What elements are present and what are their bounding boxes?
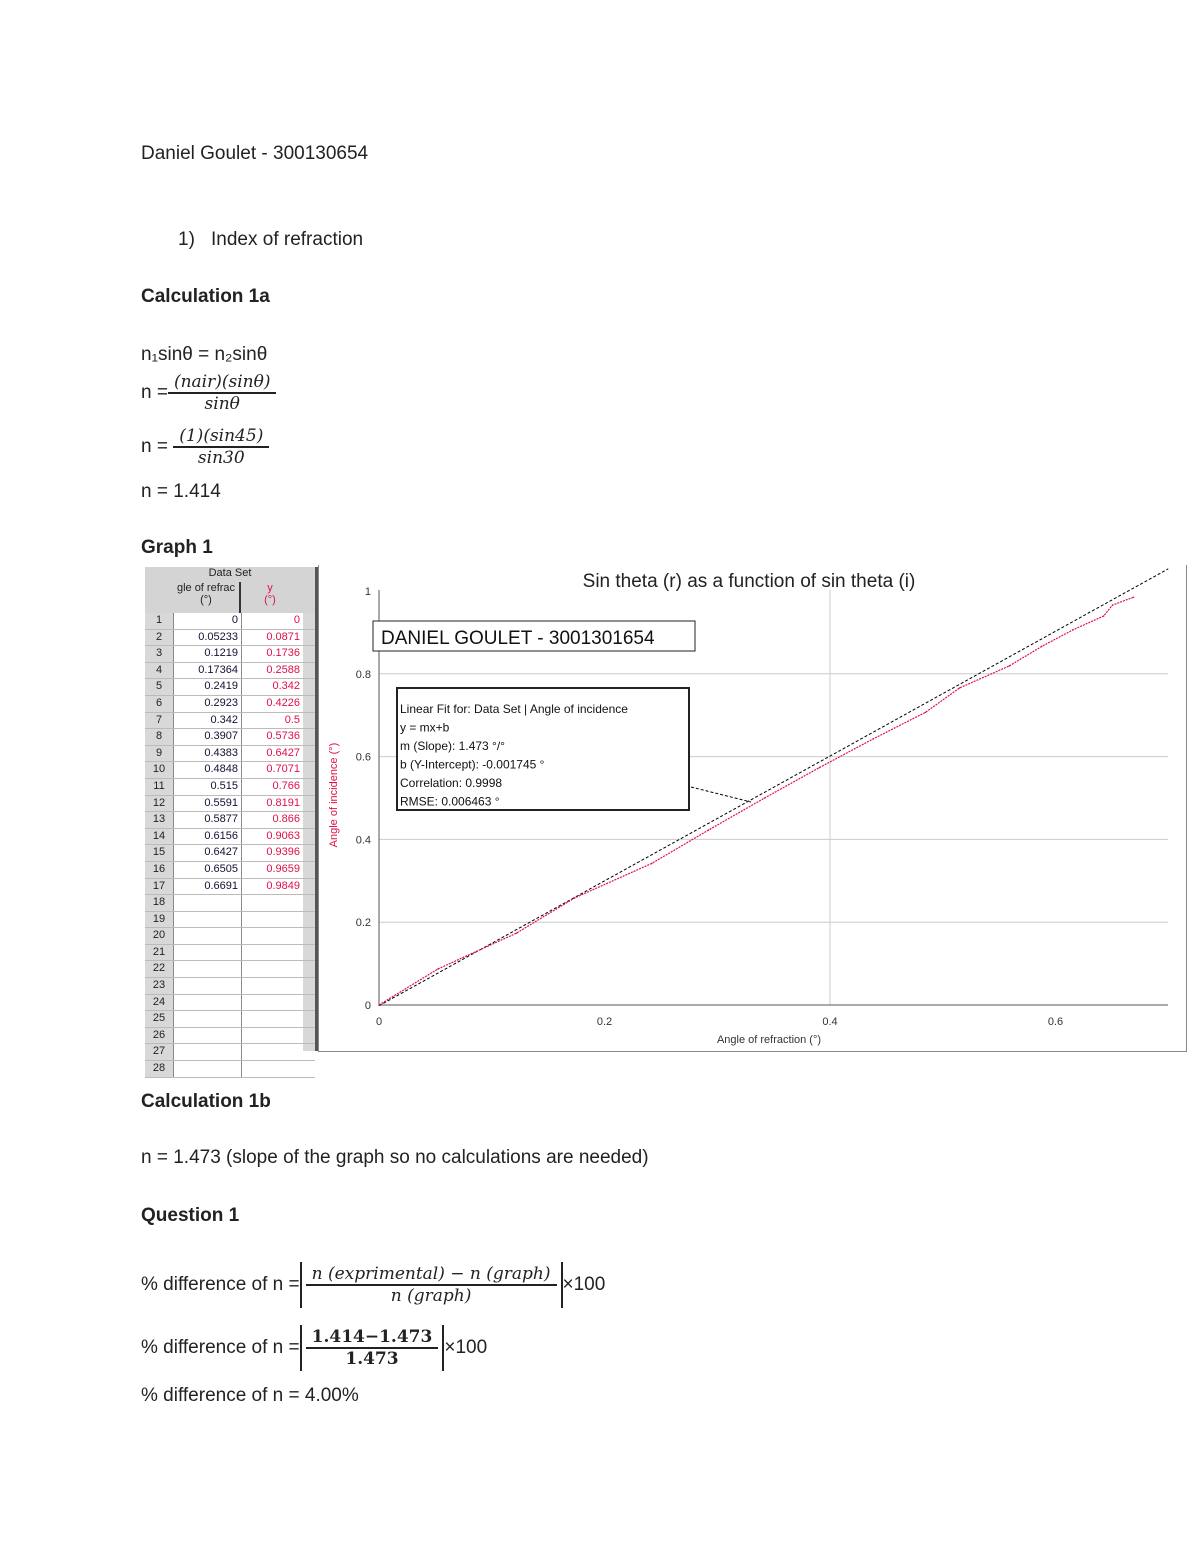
- absolute-value: [300, 1325, 445, 1371]
- cell-n[interactable]: 17: [145, 879, 174, 895]
- cell-n[interactable]: 4: [145, 663, 174, 679]
- formula-lhs: n =: [141, 382, 168, 404]
- x-tick-label: 0.6: [1047, 1016, 1064, 1028]
- data-point: [1041, 646, 1043, 648]
- fraction: [168, 372, 277, 414]
- cell-x[interactable]: [174, 1044, 242, 1060]
- snell-law: n₁sinθ = n₂sinθ: [141, 344, 268, 365]
- cell-x[interactable]: [174, 945, 242, 961]
- data-point: [764, 797, 766, 799]
- table-row[interactable]: [145, 895, 315, 912]
- table-row[interactable]: [145, 1011, 315, 1028]
- cell-y[interactable]: [242, 1044, 303, 1060]
- cell-y[interactable]: 0.342: [242, 679, 303, 695]
- section-number: 1): [178, 229, 195, 250]
- col-y-unit: (°): [264, 594, 276, 606]
- section-title: Index of refraction: [211, 229, 364, 250]
- cell-x[interactable]: [174, 1028, 242, 1044]
- cell-y[interactable]: [242, 1011, 303, 1027]
- table-row[interactable]: [145, 1028, 315, 1045]
- cell-x[interactable]: [174, 978, 242, 994]
- col-x-header: [173, 582, 241, 613]
- numerator: n (exprimental) − n (graph): [306, 1264, 557, 1286]
- formula-1: [141, 372, 276, 414]
- fraction: [173, 426, 269, 468]
- cell-n[interactable]: 9: [145, 746, 174, 762]
- cell-x[interactable]: [174, 995, 242, 1011]
- data-point: [651, 863, 653, 865]
- table-row[interactable]: [145, 779, 315, 796]
- table-row[interactable]: [145, 729, 315, 746]
- table-row[interactable]: [145, 613, 315, 630]
- cell-n[interactable]: 19: [145, 912, 174, 928]
- table-row[interactable]: [145, 630, 315, 647]
- cell-x[interactable]: 0.6427: [174, 845, 242, 861]
- cell-y[interactable]: 0.6427: [242, 746, 303, 762]
- cell-y[interactable]: [242, 961, 303, 977]
- cell-x[interactable]: 0.2923: [174, 696, 242, 712]
- cell-x[interactable]: 0.3907: [174, 729, 242, 745]
- data-table[interactable]: [145, 567, 318, 1075]
- cell-n[interactable]: 12: [145, 796, 174, 812]
- cell-n[interactable]: 26: [145, 1028, 174, 1044]
- y-tick-label: 0.8: [355, 668, 371, 681]
- cell-n[interactable]: 28: [145, 1061, 174, 1077]
- cell-x[interactable]: [174, 895, 242, 911]
- denominator: n (graph): [390, 1286, 472, 1306]
- cell-n[interactable]: 2: [145, 630, 174, 646]
- cell-n[interactable]: 25: [145, 1011, 174, 1027]
- numerator: 1.414−1.473: [306, 1327, 439, 1349]
- times-100: ×100: [562, 1274, 606, 1296]
- cell-x[interactable]: 0: [174, 613, 242, 629]
- cell-y[interactable]: 0.766: [242, 779, 303, 795]
- table-row[interactable]: [145, 713, 315, 730]
- cell-n[interactable]: 23: [145, 978, 174, 994]
- cell-n[interactable]: 11: [145, 779, 174, 795]
- table-row[interactable]: [145, 879, 315, 896]
- cell-y[interactable]: 0.0871: [242, 630, 303, 646]
- cell-n[interactable]: 3: [145, 646, 174, 662]
- cell-n[interactable]: 5: [145, 679, 174, 695]
- calc1a-heading: Calculation 1a: [141, 286, 270, 307]
- y-tick-label: 0.4: [355, 834, 371, 847]
- cell-n[interactable]: 14: [145, 829, 174, 845]
- fit-box-line: RMSE: 0.006463 °: [400, 794, 500, 809]
- table-row[interactable]: [145, 679, 315, 696]
- table-row[interactable]: [145, 961, 315, 978]
- cell-y[interactable]: 0.9659: [242, 862, 303, 878]
- data-point: [1009, 665, 1011, 667]
- cell-x[interactable]: [174, 961, 242, 977]
- cell-y[interactable]: [242, 978, 303, 994]
- data-point: [819, 767, 821, 769]
- cell-n[interactable]: 18: [145, 895, 174, 911]
- col-x-label: gle of refrac: [176, 582, 236, 594]
- percent-formula: [141, 1262, 605, 1308]
- x-tick-label: 0.2: [596, 1016, 613, 1028]
- annotation-text: DANIEL GOULET - 3001301654: [381, 628, 655, 649]
- col-x-unit: (°): [200, 594, 212, 606]
- table-row[interactable]: [145, 796, 315, 813]
- cell-n[interactable]: 16: [145, 862, 174, 878]
- cell-y[interactable]: 0.4226: [242, 696, 303, 712]
- cell-y[interactable]: [242, 995, 303, 1011]
- x-axis-label: Angle of refraction (°): [716, 1034, 822, 1046]
- table-row[interactable]: [145, 1061, 315, 1078]
- cell-x[interactable]: [174, 928, 242, 944]
- table-title: Data Set: [208, 567, 252, 579]
- cell-n[interactable]: 10: [145, 762, 174, 778]
- cell-n[interactable]: 24: [145, 995, 174, 1011]
- col-y-header: [241, 582, 299, 606]
- cell-y[interactable]: 0.5: [242, 713, 303, 729]
- table-header: [145, 567, 315, 613]
- cell-y[interactable]: [242, 1028, 303, 1044]
- table-row[interactable]: [145, 912, 315, 929]
- data-point: [872, 738, 874, 740]
- cell-n[interactable]: 1: [145, 613, 174, 629]
- data-point: [378, 1004, 380, 1006]
- cell-x[interactable]: 0.1219: [174, 646, 242, 662]
- cell-n[interactable]: 7: [145, 713, 174, 729]
- data-point: [516, 932, 518, 934]
- data-point: [1112, 604, 1114, 606]
- fit-box-line: Correlation: 0.9998: [400, 776, 503, 790]
- cell-n[interactable]: 27: [145, 1044, 174, 1060]
- table-row[interactable]: [145, 845, 315, 862]
- cell-n[interactable]: 20: [145, 928, 174, 944]
- cell-y[interactable]: 0.2588: [242, 663, 303, 679]
- y-tick-label: 0.6: [355, 751, 371, 764]
- calc1b-heading: Calculation 1b: [141, 1091, 271, 1112]
- numerator: (nair)(sinθ): [168, 372, 277, 394]
- cell-x[interactable]: 0.6691: [174, 879, 242, 895]
- data-point: [1133, 596, 1135, 598]
- denominator: 1.473: [345, 1349, 399, 1369]
- table-body: [145, 613, 315, 1078]
- cell-y[interactable]: 0.866: [242, 812, 303, 828]
- cell-x[interactable]: [174, 912, 242, 928]
- cell-n[interactable]: 8: [145, 729, 174, 745]
- cell-y[interactable]: 0.7071: [242, 762, 303, 778]
- data-point: [959, 687, 961, 689]
- cell-n[interactable]: 21: [145, 945, 174, 961]
- formula-lhs: % difference of n =: [141, 1337, 300, 1359]
- table-row[interactable]: [145, 1044, 315, 1061]
- cell-y[interactable]: 0.9849: [242, 879, 303, 895]
- y-axis-label: Angle of incidence (°): [328, 742, 340, 848]
- table-row[interactable]: [145, 812, 315, 829]
- table-row[interactable]: [145, 663, 315, 680]
- data-point: [925, 711, 927, 713]
- data-point: [574, 897, 576, 899]
- data-point: [1103, 615, 1105, 617]
- table-row[interactable]: [145, 646, 315, 663]
- cell-y[interactable]: 0.5736: [242, 729, 303, 745]
- chart-title: Sin theta (r) as a function of sin theta (i): [582, 571, 916, 592]
- x-tick-label: 0: [375, 1016, 383, 1028]
- cell-x[interactable]: 0.5591: [174, 796, 242, 812]
- calc1b-text: n = 1.473 (slope of the graph so no calculations are needed): [141, 1147, 649, 1168]
- formula-2: [141, 426, 269, 468]
- fit-box-line: Linear Fit for: Data Set | Angle of incidence: [400, 702, 628, 716]
- cell-y[interactable]: [242, 895, 303, 911]
- cell-x[interactable]: 0.6505: [174, 862, 242, 878]
- cell-x[interactable]: 0.4848: [174, 762, 242, 778]
- data-point: [437, 968, 439, 970]
- question1-heading: Question 1: [141, 1205, 240, 1226]
- denominator: sinθ: [204, 394, 240, 414]
- cell-x[interactable]: [174, 1011, 242, 1027]
- table-row[interactable]: [145, 829, 315, 846]
- cell-x[interactable]: 0.342: [174, 713, 242, 729]
- fit-box-leader: [691, 787, 751, 802]
- table-row[interactable]: [145, 945, 315, 962]
- table-row[interactable]: [145, 762, 315, 779]
- calc1a-result: n = 1.414: [141, 481, 221, 502]
- cell-y[interactable]: 0.8191: [242, 796, 303, 812]
- cell-x[interactable]: [174, 1061, 242, 1077]
- times-100: ×100: [444, 1337, 488, 1359]
- fraction: [306, 1327, 439, 1369]
- cell-n[interactable]: 22: [145, 961, 174, 977]
- cell-y[interactable]: 0: [242, 613, 303, 629]
- y-tick-label: 1: [364, 586, 371, 598]
- denominator: sin30: [197, 448, 245, 468]
- table-row[interactable]: [145, 746, 315, 763]
- cell-x[interactable]: 0.05233: [174, 630, 242, 646]
- cell-x[interactable]: 0.5877: [174, 812, 242, 828]
- fit-box-line: y = mx+b: [400, 720, 450, 735]
- data-point: [1072, 629, 1074, 631]
- formula-lhs: n =: [141, 436, 168, 458]
- table-row[interactable]: [145, 928, 315, 945]
- cell-n[interactable]: 6: [145, 696, 174, 712]
- cell-x[interactable]: 0.4383: [174, 746, 242, 762]
- absolute-value: [300, 1262, 563, 1308]
- cell-n[interactable]: 15: [145, 845, 174, 861]
- cell-y[interactable]: 0.9396: [242, 845, 303, 861]
- cell-x[interactable]: 0.6156: [174, 829, 242, 845]
- cell-y[interactable]: [242, 928, 303, 944]
- cell-x[interactable]: 0.2419: [174, 679, 242, 695]
- graph1-heading: Graph 1: [141, 537, 213, 558]
- numerator: (1)(sin45): [173, 426, 269, 448]
- question1-result: % difference of n = 4.00%: [141, 1385, 359, 1406]
- y-tick-label: 0.2: [355, 917, 371, 930]
- chart: [318, 565, 1187, 1052]
- x-tick-label: 0.4: [822, 1016, 838, 1028]
- fit-box-line: b (Y-Intercept): -0.001745 °: [400, 757, 545, 772]
- fit-box-line: m (Slope): 1.473 °/°: [400, 739, 505, 753]
- percent-substitution: [141, 1325, 487, 1371]
- cell-y[interactable]: 0.1736: [242, 646, 303, 662]
- cell-n[interactable]: 13: [145, 812, 174, 828]
- col-y-label: y: [267, 582, 273, 594]
- cell-x[interactable]: 0.515: [174, 779, 242, 795]
- cell-y[interactable]: 0.9063: [242, 829, 303, 845]
- table-row[interactable]: [145, 862, 315, 879]
- cell-y[interactable]: [242, 1061, 303, 1077]
- table-row[interactable]: [145, 696, 315, 713]
- table-row[interactable]: [145, 978, 315, 995]
- author-line: Daniel Goulet - 300130654: [141, 143, 369, 164]
- formula-lhs: % difference of n =: [141, 1274, 300, 1296]
- table-row[interactable]: [145, 995, 315, 1012]
- y-tick-label: 0: [364, 1000, 371, 1012]
- cell-y[interactable]: [242, 945, 303, 961]
- data-point: [708, 829, 710, 831]
- fraction: [306, 1264, 557, 1306]
- cell-y[interactable]: [242, 912, 303, 928]
- cell-x[interactable]: 0.17364: [174, 663, 242, 679]
